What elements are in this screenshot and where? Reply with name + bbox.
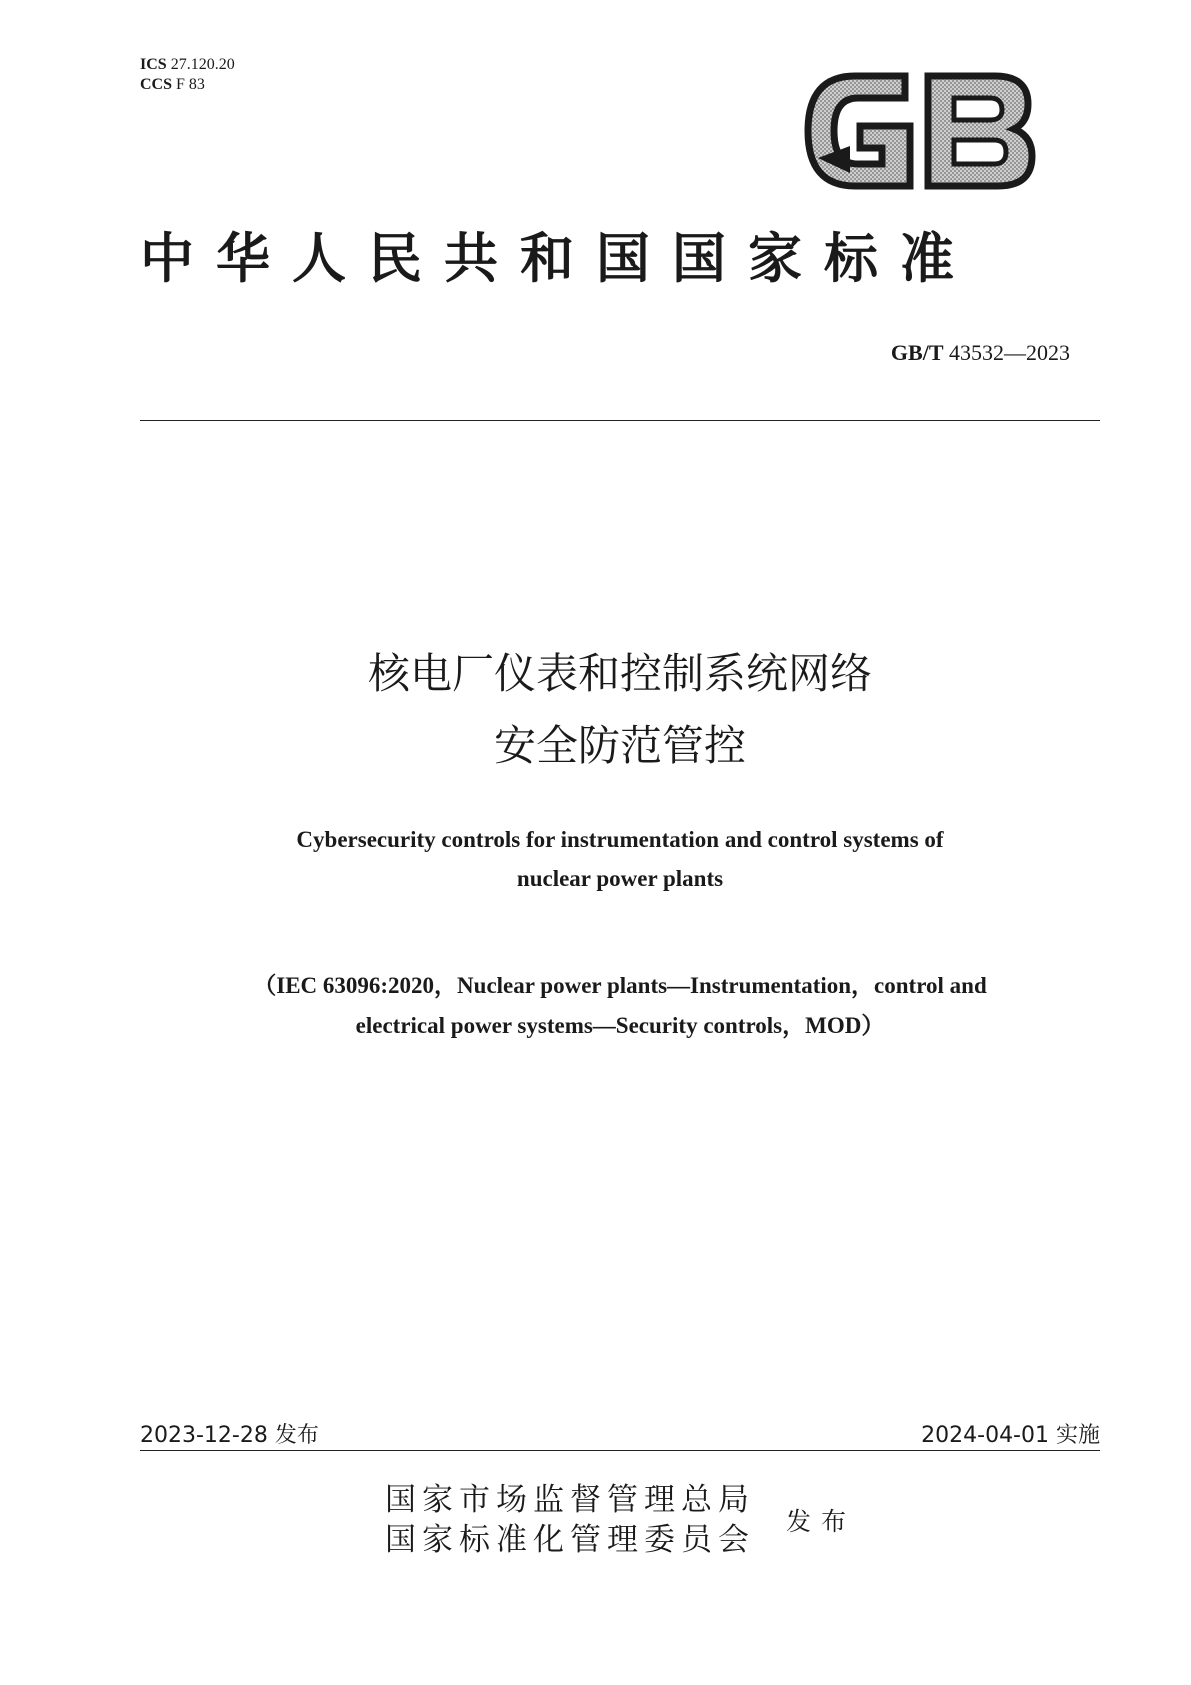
chinese-title-line-2: 安全防范管控 bbox=[493, 721, 746, 770]
logo-text: GB bbox=[800, 68, 802, 69]
reference-line-1: （IEC 63096:2020，Nuclear power plants—Instrumentation，control and bbox=[253, 973, 987, 998]
ics-code: 27.120.20 bbox=[170, 56, 235, 73]
publish-label: 发布 bbox=[786, 1507, 857, 1536]
implementation-date: 2024-04-01 实施 bbox=[921, 1423, 1100, 1448]
gb-logo bbox=[800, 68, 1040, 194]
ics-line bbox=[140, 55, 235, 75]
issuer-sac: 国家标准化管理委员会 bbox=[385, 1522, 755, 1558]
english-title-line-1: Cybersecurity controls for instrumentation and control systems of bbox=[296, 827, 944, 852]
standard-prefix: GB/T bbox=[890, 340, 944, 365]
ccs-label: CCS bbox=[140, 76, 173, 93]
reference-line-2: electrical power systems—Security controls，MOD） bbox=[355, 1013, 885, 1038]
chinese-title-line-1: 核电厂仪表和控制系统网络 bbox=[367, 649, 872, 698]
ccs-line bbox=[140, 75, 235, 95]
bottom-divider bbox=[140, 1450, 1100, 1451]
english-title-line-2: nuclear power plants bbox=[516, 866, 724, 891]
issuing-authorities bbox=[385, 1480, 755, 1560]
issuer-samr: 国家市场监督管理总局 bbox=[385, 1482, 755, 1518]
top-divider bbox=[140, 420, 1100, 421]
national-standard-title: 中华人民共和国国家标准 bbox=[140, 226, 976, 290]
standard-code: 43532—2023 bbox=[949, 340, 1070, 365]
ccs-code: F 83 bbox=[176, 76, 205, 93]
classification-codes bbox=[140, 55, 235, 95]
issue-date: 2023-12-28 发布 bbox=[140, 1423, 319, 1448]
ics-label: ICS bbox=[140, 56, 167, 73]
standard-number bbox=[891, 340, 1070, 366]
